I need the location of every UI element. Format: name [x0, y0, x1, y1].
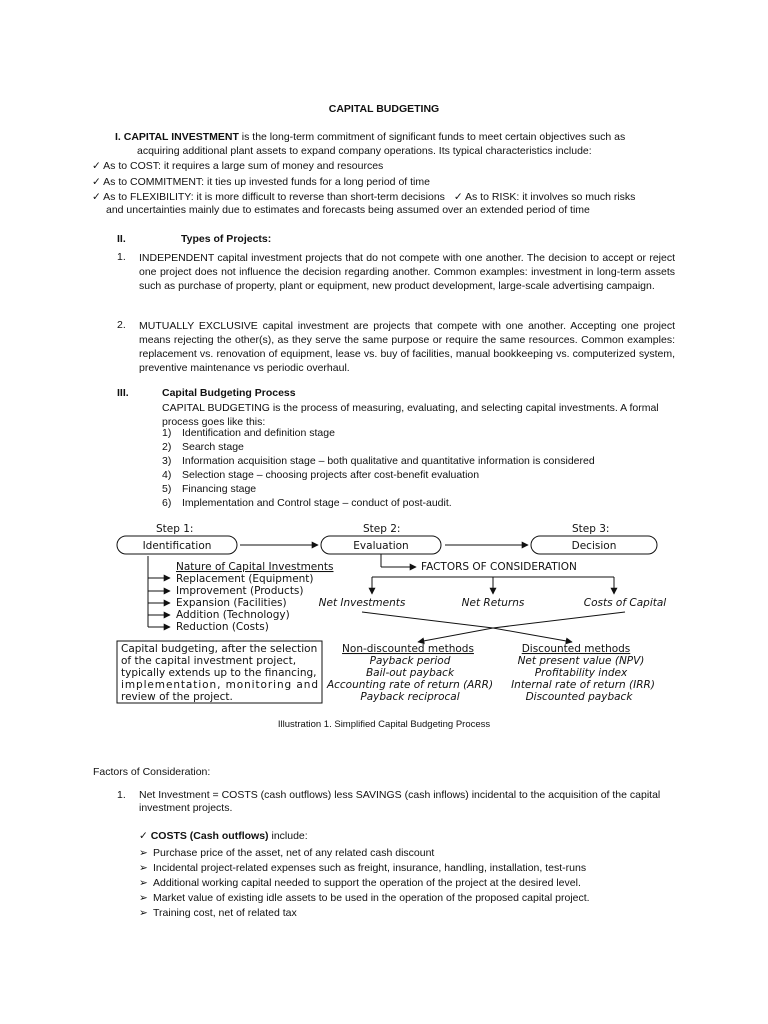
cost-item	[139, 877, 581, 889]
step-3-label: Step 3:	[572, 523, 610, 535]
nature-item: Replacement (Equipment)	[176, 573, 314, 585]
identification-label: Identification	[142, 540, 212, 552]
section-1-text1: is the long-term commitment of significant funds to meet certain objectives such as	[238, 131, 626, 143]
section-3-intro: CAPITAL BUDGETING is the process of measuring, evaluating, and selecting capital investments. A formal process goes like this:	[162, 402, 659, 428]
arrow-bullet-icon: ➢	[139, 862, 148, 874]
process-step	[162, 441, 244, 453]
cost-item-text: Incidental project-related expenses such as freight, insurance, handling, installation, test-runs	[153, 862, 587, 874]
project-type-independent: INDEPENDENT capital investment projects that do not compete with one another. The decision to accept or reject one project does not influence the decision regarding another. Common examples: investment in long-term assets such as purchase of property, plant or equipment, new product development, large-scale advertising campaign.	[139, 252, 675, 292]
process-step	[162, 455, 595, 467]
cost-item-text: Purchase price of the asset, net of any related cash discount	[153, 847, 435, 859]
step-text: Financing stage	[182, 483, 257, 495]
connector-arrow	[418, 628, 493, 642]
arrow-bullet-icon: ➢	[139, 892, 148, 904]
note-line: review of the project.	[121, 691, 233, 703]
non-discounted-title: Non-discounted methods	[342, 643, 474, 655]
check-icon: ✓	[92, 160, 101, 172]
step-number: 4)	[162, 469, 172, 481]
page-title: CAPITAL BUDGETING	[328, 103, 440, 115]
step-number: 1)	[162, 427, 172, 439]
step-number: 3)	[162, 455, 172, 467]
net-investment-line2: investment projects.	[139, 802, 233, 814]
cost-item-text: Additional working capital needed to support the operation of the project at the desired level.	[153, 877, 581, 889]
factor-net-investments: Net Investments	[318, 597, 406, 609]
check-icon: ✓	[92, 191, 101, 203]
note-line: typically extends up to the financing,	[121, 667, 317, 679]
net-investment-line1: Net Investment = COSTS (cash outflows) less SAVINGS (cash inflows) incidental to the acquisition of the capital	[139, 789, 661, 801]
non-discounted-item: Payback reciprocal	[360, 691, 460, 703]
check-item	[92, 160, 383, 172]
arrow-bullet-icon: ➢	[139, 907, 148, 919]
costs-heading	[139, 830, 308, 842]
nature-item: Addition (Technology)	[176, 609, 290, 621]
evaluation-label: Evaluation	[353, 540, 409, 552]
costs-heading-tail: include:	[268, 830, 308, 842]
illustration-caption: Illustration 1. Simplified Capital Budgeting Process	[277, 719, 491, 730]
connector-arrow	[493, 628, 572, 642]
check-item	[92, 176, 430, 188]
non-discounted-item: Accounting rate of return (ARR)	[326, 679, 494, 691]
section-2-number: II.	[117, 233, 126, 245]
process-step	[162, 483, 256, 495]
discounted-item: Net present value (NPV)	[517, 655, 645, 667]
costs-heading-label: ✓ COSTS (Cash outflows)	[139, 830, 269, 842]
decision-label: Decision	[571, 540, 617, 552]
section-1-line1	[115, 131, 625, 143]
check-icon: ✓	[453, 191, 463, 203]
check-text: As to COST: it requires a large sum of money and resources	[103, 160, 384, 172]
step-text: Search stage	[182, 441, 244, 453]
process-step	[162, 497, 452, 509]
check-item-continued: and uncertainties mainly due to estimates and forecasts being assumed over an extended period of time	[106, 204, 590, 216]
step-2-label: Step 2:	[363, 523, 401, 535]
step-number: 2)	[162, 441, 172, 453]
capital-budgeting-diagram	[0, 515, 768, 715]
list-number: 2.	[117, 319, 126, 331]
nature-title: Nature of Capital Investments	[176, 561, 334, 573]
cost-item	[139, 847, 434, 859]
discounted-item: Internal rate of return (IRR)	[511, 679, 655, 691]
note-line: Capital budgeting, after the selection	[121, 643, 318, 655]
note-line: implementation, monitoring and	[121, 679, 318, 691]
section-3-heading: Capital Budgeting Process	[162, 387, 296, 399]
list-number: 1.	[117, 251, 126, 263]
step-number: 5)	[162, 483, 172, 495]
project-type-mutually-exclusive: MUTUALLY EXCLUSIVE capital investment are projects that compete with one another. Accepting one project means rejecting the other(s), as they serve the same purpose or require the same resources. Common examples: replacement vs. renovation of equipment, lease vs. buy of facilities, manual bookkeeping vs. computerized system, preventive maintenance vs periodic overhaul.	[139, 320, 675, 374]
check-text: As to COMMITMENT: it ties up invested funds for a long period of time	[103, 176, 430, 188]
check-item	[92, 191, 635, 203]
discounted-title: Discounted methods	[521, 643, 631, 655]
note-line: of the capital investment project,	[121, 655, 297, 667]
check-text: As to FLEXIBILITY: it is more difficult to reverse than short-term decisions	[103, 191, 445, 203]
section-3-number: III.	[117, 387, 129, 399]
process-step	[162, 427, 335, 439]
factors-label: FACTORS OF CONSIDERATION	[421, 561, 577, 573]
step-1-label: Step 1:	[156, 523, 194, 535]
discounted-item: Profitability index	[534, 667, 628, 679]
factor-costs-of-capital: Costs of Capital	[583, 597, 667, 609]
list-number: 1.	[117, 789, 126, 801]
section-1-line2: acquiring additional plant assets to expand company operations. Its typical characteristics include:	[137, 145, 592, 157]
nature-item: Expansion (Facilities)	[176, 597, 287, 609]
non-discounted-item: Bail-out payback	[365, 667, 455, 679]
cost-item-text: Market value of existing idle assets to be used in the operation of the proposed capital project.	[153, 892, 590, 904]
section-2-heading: Types of Projects:	[181, 233, 272, 245]
cost-item	[139, 907, 297, 919]
connector-line	[362, 612, 493, 628]
section-1-heading: I. CAPITAL INVESTMENT	[115, 131, 239, 143]
check-text: As to RISK: it involves so much risks	[465, 191, 636, 203]
cost-item	[139, 862, 586, 874]
step-text: Identification and definition stage	[182, 427, 335, 439]
nature-item: Improvement (Products)	[176, 585, 304, 597]
step-text: Selection stage – choosing projects after cost-benefit evaluation	[182, 469, 480, 481]
process-step	[162, 469, 479, 481]
check-icon: ✓	[92, 176, 101, 188]
factors-title: Factors of Consideration:	[93, 766, 211, 778]
connector-line	[493, 612, 625, 628]
non-discounted-item: Payback period	[369, 655, 451, 667]
cost-item	[139, 892, 590, 904]
step-text: Information acquisition stage – both qualitative and quantitative information is considered	[182, 455, 595, 467]
cost-item-text: Training cost, net of related tax	[153, 907, 297, 919]
factor-net-returns: Net Returns	[461, 597, 525, 609]
step-number: 6)	[162, 497, 172, 509]
nature-item: Reduction (Costs)	[176, 621, 269, 633]
discounted-item: Discounted payback	[525, 691, 633, 703]
arrow-bullet-icon: ➢	[139, 877, 148, 889]
step-text: Implementation and Control stage – conduct of post-audit.	[182, 497, 452, 509]
arrow-bullet-icon: ➢	[139, 847, 148, 859]
